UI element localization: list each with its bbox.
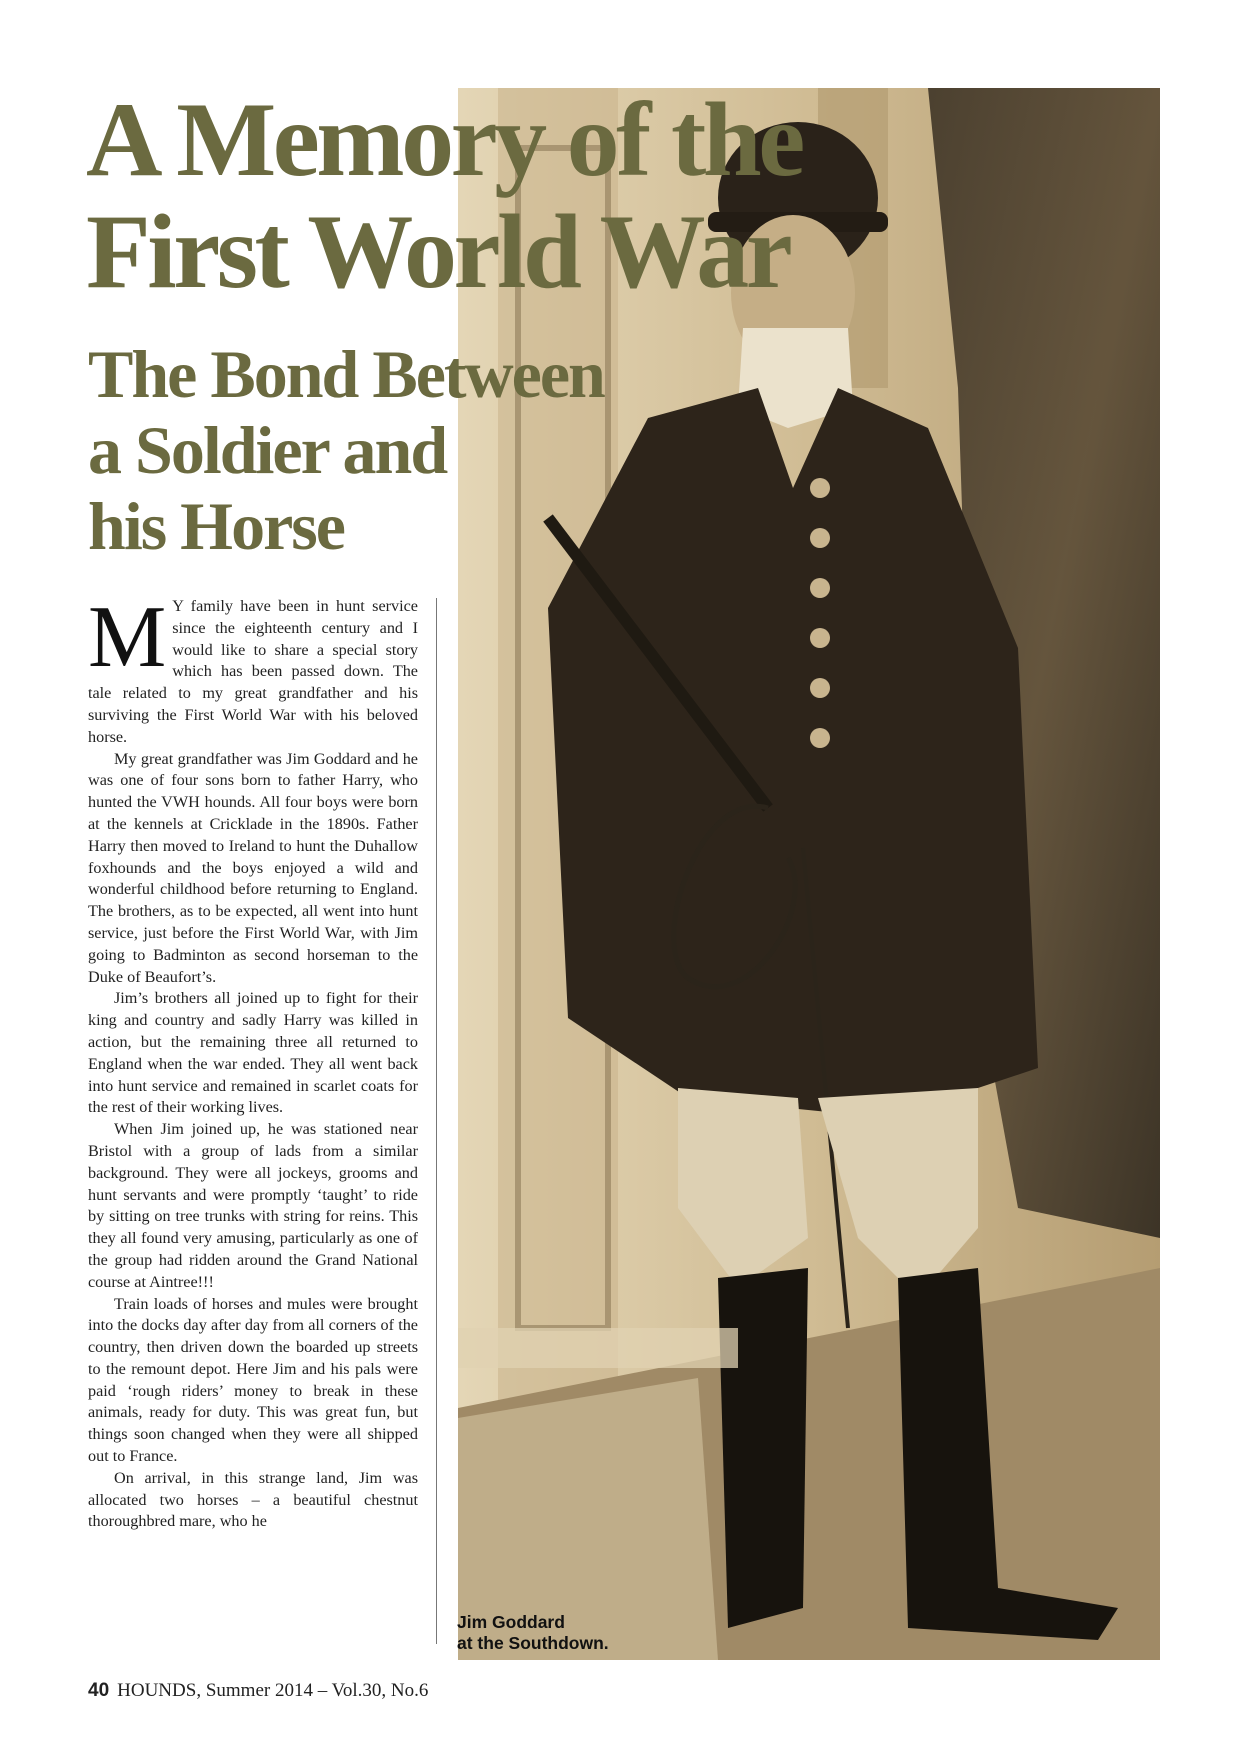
headline: [86, 81, 806, 310]
caption-line-2: at the Southdown.: [457, 1633, 609, 1653]
column-rule: [436, 598, 437, 1644]
article-paragraph: On arrival, in this strange land, Jim was allocated two horses – a beautiful chestnut thoroughbred mare, who he: [88, 1468, 418, 1531]
page-number: 40: [88, 1680, 110, 1701]
page-footer: [88, 1680, 428, 1702]
portrait-photo: [458, 88, 1160, 1660]
article-body: [88, 596, 418, 1648]
photo-illustration: [458, 88, 1160, 1660]
caption-line-1: Jim Goddard: [457, 1612, 565, 1632]
subheadline-line-1: The Bond Between: [88, 336, 604, 412]
headline-line-2: First World War: [86, 193, 790, 310]
subheadline: [88, 336, 648, 564]
headline-line-1: A Memory of the: [86, 81, 802, 198]
paragraph-text: Y family have been in hunt service since the eighteenth century and I would like to share a special story which has been passed down. The tale related to my great grandfather and his surviving the First World War with his beloved horse.: [88, 597, 418, 746]
article-paragraph: My great grandfather was Jim Goddard and he was one of four sons born to father Harry, who hunted the VWH hounds. All four boys were born at the kennels at Cricklade in the 1890s. Father Harry then moved to Ireland to hunt the Duhallow foxhounds and the boys enjoyed a wild and wonderful childhood before returning to England. The brothers, as to be expected, all went into hunt service, just before the First World War, with Jim going to Badminton as second horseman to the Duke of Beaufort’s.: [88, 749, 418, 986]
subheadline-line-2: a Soldier and: [88, 412, 447, 488]
drop-cap: M: [88, 596, 167, 686]
article-paragraph: Train loads of horses and mules were brought into the docks day after day from all corners of the country, then driven down the boarded up streets to the remount depot. Here Jim and his pals were paid ‘rough riders’ money to break in these animals, ready for duty. This was great fun, but things soon changed when they were all shipped out to France.: [88, 1294, 418, 1466]
article-paragraph: [88, 596, 418, 749]
publication-info: HOUNDS, Summer 2014 – Vol.30, No.6: [117, 1680, 429, 1701]
subheadline-line-3: his Horse: [88, 488, 344, 564]
article-paragraph: Jim’s brothers all joined up to fight for their king and country and sadly Harry was killed in action, but the remaining three all returned to England when the war ended. They all went back into hunt service and remained in scarlet coats for the rest of their working lives.: [88, 989, 418, 1117]
photo-caption: [457, 1612, 677, 1654]
article-paragraph: When Jim joined up, he was stationed near Bristol with a group of lads from a similar background. They were all jockeys, grooms and hunt servants and were promptly ‘taught’ to ride by sitting on tree trunks with string for reins. This they all found very amusing, particularly as one of the group had ridden around the Grand National course at Aintree!!!: [88, 1120, 418, 1291]
